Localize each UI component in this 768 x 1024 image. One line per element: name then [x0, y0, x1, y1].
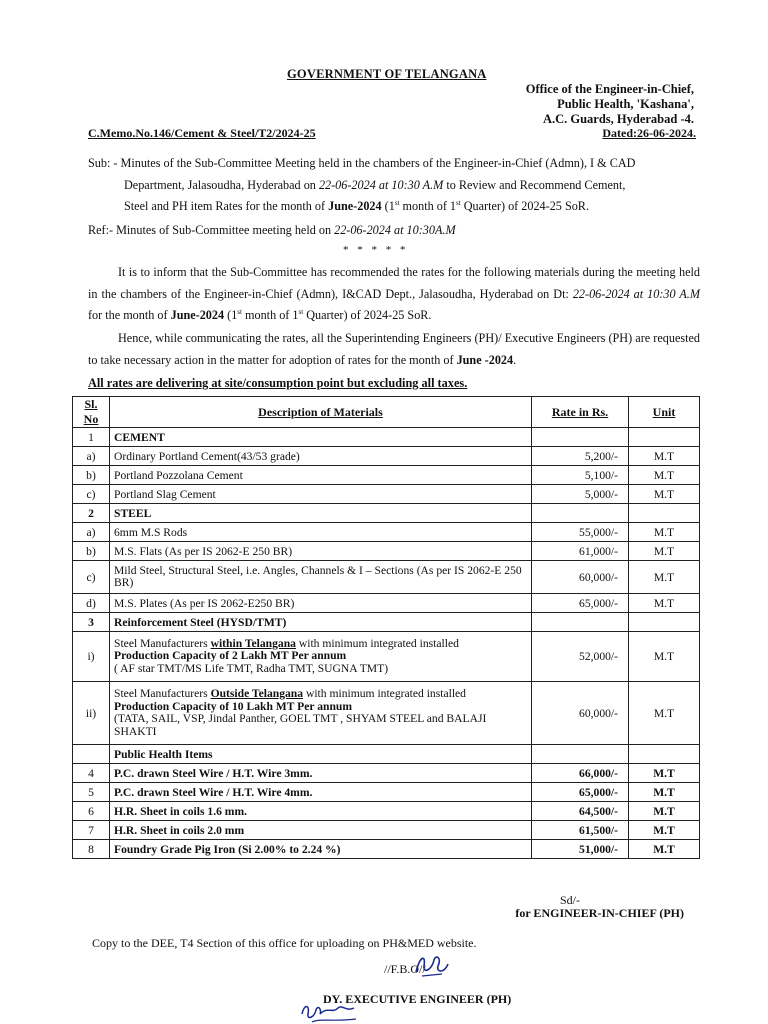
- desc-capacity: Production Capacity of 10 Lakh MT Per annum: [114, 699, 353, 713]
- cell-desc: STEEL: [110, 504, 532, 523]
- table-row: [73, 485, 700, 504]
- table-row: [73, 542, 700, 561]
- cell-unit: M.T: [629, 466, 700, 485]
- cell-desc: Ordinary Portland Cement(43/53 grade): [110, 447, 532, 466]
- table-row: [73, 821, 700, 840]
- office-address: [526, 82, 694, 127]
- subject-text-5: (1: [381, 199, 395, 213]
- cell-sl: 2: [73, 504, 110, 523]
- subject-text-6: month of 1: [399, 199, 457, 213]
- cell-desc: Public Health Items: [110, 745, 532, 764]
- desc-capacity: Production Capacity of 2 Lakh MT Per annum: [114, 649, 347, 663]
- office-line-3: A.C. Guards, Hyderabad -4.: [542, 112, 694, 126]
- paragraph-inform: [88, 262, 700, 327]
- cell-unit: M.T: [629, 783, 700, 802]
- table-row: [73, 632, 700, 682]
- cell-desc: CEMENT: [110, 428, 532, 447]
- cell-desc: Portland Slag Cement: [110, 485, 532, 504]
- cell-sl: b): [73, 542, 110, 561]
- cell-desc: 6mm M.S Rods: [110, 523, 532, 542]
- cell-unit: M.T: [629, 840, 700, 859]
- cell-desc: H.R. Sheet in coils 2.0 mm: [110, 821, 532, 840]
- para1-month: June-2024: [170, 308, 225, 322]
- cell-sl: a): [73, 447, 110, 466]
- cell-rate: 51,000/-: [532, 840, 629, 859]
- cell-unit: [629, 745, 700, 764]
- cell-sl: ii): [73, 682, 110, 745]
- cell-unit: M.T: [629, 594, 700, 613]
- subject-label: Sub: -: [88, 156, 121, 170]
- cell-desc: P.C. drawn Steel Wire / H.T. Wire 3mm.: [110, 764, 532, 783]
- cell-desc: P.C. drawn Steel Wire / H.T. Wire 4mm.: [110, 783, 532, 802]
- cell-sl: 8: [73, 840, 110, 859]
- para2-text-1: Hence, while communicating the rates, all the Superintending Engineers (PH)/ Executive Engineers (PH): [118, 331, 633, 345]
- office-line-1: Office of the Engineer-in-Chief,: [525, 82, 694, 96]
- cell-unit: M.T: [629, 764, 700, 783]
- cell-sl: d): [73, 594, 110, 613]
- subject-month: June-2024: [328, 199, 382, 213]
- header-unit: [629, 397, 700, 428]
- table-row: [73, 783, 700, 802]
- para1-text-3: Dt:: [553, 286, 573, 301]
- cell-unit: M.T: [629, 561, 700, 594]
- cell-unit: [629, 613, 700, 632]
- para1-text-2: meeting held in the chambers of the Engineer-in-Chief (Admn), I&CAD Dept., Jalasoudha, Hyderabad on: [88, 265, 700, 301]
- cell-sl: 5: [73, 783, 110, 802]
- subject-text-1: Minutes of the Sub-Committee Meeting held in the chambers of the Engineer-in-Chief (Admn), I & CAD: [120, 156, 636, 170]
- para1-datetime: 22-06-2024 at 10:30 A.M: [572, 286, 700, 301]
- cell-desc: [110, 682, 532, 745]
- para1-sup-1: st: [237, 307, 242, 316]
- cell-unit: M.T: [629, 542, 700, 561]
- cell-rate: 52,000/-: [532, 632, 629, 682]
- table-row: [73, 428, 700, 447]
- cell-unit: M.T: [629, 802, 700, 821]
- para1-text-7: Quarter) of 2024-25 SoR.: [303, 308, 432, 322]
- cell-sl: c): [73, 485, 110, 504]
- cell-desc: Mild Steel, Structural Steel, i.e. Angles, Channels & I – Sections (As per IS 2062-E 250 BR): [110, 561, 532, 594]
- desc-part: with minimum integrated installed: [303, 687, 466, 700]
- cell-rate: 60,000/-: [532, 561, 629, 594]
- cell-sl: 1: [73, 428, 110, 447]
- para1-text-1: It is to inform that the Sub-Committee has recommended the rates for the following materials during the: [118, 265, 633, 279]
- cell-rate: 66,000/-: [532, 764, 629, 783]
- cell-desc: [110, 632, 532, 682]
- cell-unit: M.T: [629, 682, 700, 745]
- reference-datetime: 22-06-2024 at 10:30A.M: [334, 223, 456, 237]
- para2-text-2: are requested to take necessary action in the matter for adoption of rates for the month of: [88, 331, 701, 367]
- cell-rate: 55,000/-: [532, 523, 629, 542]
- table-row: [73, 447, 700, 466]
- desc-brands: (TATA, SAIL, VSP, Jindal Panther, GOEL TMT , SHYAM STEEL and BALAJI SHAKTI: [114, 712, 487, 738]
- subject-text-2: Department, Jalasoudha, Hyderabad on: [124, 177, 319, 192]
- reference-text: Ref:- Minutes of Sub-Committee meeting held on: [88, 223, 335, 237]
- table-row: [73, 764, 700, 783]
- para1-text-6: month of 1: [241, 308, 299, 322]
- cell-rate: 65,000/-: [532, 594, 629, 613]
- desc-part: Steel Manufacturers: [114, 687, 211, 700]
- fbo-mark: //F.B.O//: [384, 962, 426, 976]
- cell-sl: c): [73, 561, 110, 594]
- desc-location: Outside Telangana: [210, 687, 304, 700]
- header-description: [110, 397, 532, 428]
- government-title: GOVERNMENT OF TELANGANA: [287, 67, 487, 81]
- subject-text-4: Steel and PH item Rates for the month of: [124, 199, 329, 213]
- desc-part: with minimum integrated installed: [295, 636, 459, 650]
- paragraph-hence: [88, 328, 700, 371]
- cell-unit: M.T: [629, 485, 700, 504]
- header-description-text: Description of Materials: [258, 404, 383, 419]
- cell-rate: 5,200/-: [532, 447, 629, 466]
- cell-sl: 4: [73, 764, 110, 783]
- desc-part: Steel Manufacturers: [114, 636, 211, 650]
- table-row: [73, 745, 700, 764]
- cell-sl: [73, 745, 110, 764]
- subject-text-3: to Review and Recommend Cement,: [443, 177, 626, 192]
- para2-month: June -2024: [456, 352, 514, 367]
- cell-rate: [532, 428, 629, 447]
- handwritten-signature: [298, 1000, 362, 1024]
- cell-desc: Reinforcement Steel (HYSD/TMT): [110, 613, 532, 632]
- subject-sup-1: st: [394, 198, 400, 207]
- header-rate: [532, 397, 629, 428]
- table-row: [73, 840, 700, 859]
- table-header-row: [73, 397, 700, 428]
- table-row: [73, 613, 700, 632]
- cell-desc: Foundry Grade Pig Iron (Si 2.00% to 2.24 %): [110, 840, 532, 859]
- cell-rate: 60,000/-: [532, 682, 629, 745]
- copy-to: Copy to the DEE, T4 Section of this office for uploading on PH&MED website.: [92, 936, 477, 950]
- header-rate-text: Rate in Rs.: [551, 404, 609, 419]
- cell-rate: 64,500/-: [532, 802, 629, 821]
- cell-unit: M.T: [629, 447, 700, 466]
- cell-desc: M.S. Flats (As per IS 2062-E 250 BR): [110, 542, 532, 561]
- cell-unit: [629, 428, 700, 447]
- office-line-2: Public Health, 'Kashana',: [557, 97, 694, 111]
- subject-text-7: Quarter) of 2024-25 SoR.: [460, 199, 589, 213]
- subject-line-2: [88, 175, 700, 197]
- cell-sl: a): [73, 523, 110, 542]
- cell-desc: M.S. Plates (As per IS 2062-E250 BR): [110, 594, 532, 613]
- desc-brands: ( AF star TMT/MS Life TMT, Radha TMT, SUGNA TMT): [114, 661, 389, 675]
- cell-unit: M.T: [629, 632, 700, 682]
- cell-desc: H.R. Sheet in coils 1.6 mm.: [110, 802, 532, 821]
- memo-date: Dated:26-06-2024.: [602, 126, 696, 140]
- designation: DY. EXECUTIVE ENGINEER (PH): [323, 992, 512, 1006]
- cell-rate: 61,000/-: [532, 542, 629, 561]
- para2-text-3: .: [513, 352, 517, 367]
- para1-text-5: (1: [224, 308, 238, 322]
- desc-location: within Telangana: [210, 636, 296, 650]
- separator-stars: * * * * *: [343, 244, 409, 256]
- reference: [88, 220, 700, 242]
- table-row: [73, 802, 700, 821]
- cell-rate: 5,100/-: [532, 466, 629, 485]
- rates-table: [72, 396, 700, 859]
- header-unit-text: Unit: [652, 404, 676, 419]
- cell-desc: Portland Pozzolana Cement: [110, 466, 532, 485]
- cell-rate: 61,500/-: [532, 821, 629, 840]
- table-row: [73, 466, 700, 485]
- table-row: [73, 594, 700, 613]
- all-rates-note: All rates are delivering at site/consumption point but excluding all taxes.: [88, 376, 468, 390]
- header-sl-no: [73, 397, 110, 428]
- cell-sl: 6: [73, 802, 110, 821]
- cell-unit: [629, 504, 700, 523]
- cell-rate: [532, 745, 629, 764]
- header-no: No: [83, 412, 99, 426]
- table-row: [73, 682, 700, 745]
- para1-sup-2: st: [298, 307, 304, 316]
- subject-sup-2: st: [456, 198, 461, 207]
- cell-sl: b): [73, 466, 110, 485]
- for-engineer-in-chief: for ENGINEER-IN-CHIEF (PH): [515, 906, 684, 920]
- subject-line-3: [88, 196, 700, 218]
- cell-sl: 7: [73, 821, 110, 840]
- memo-number: C.Memo.No.146/Cement & Steel/T2/2024-25: [88, 126, 316, 140]
- table-row: [73, 561, 700, 594]
- para1-text-4: for the month of: [88, 308, 171, 322]
- table-row: [73, 504, 700, 523]
- cell-rate: 5,000/-: [532, 485, 629, 504]
- cell-rate: [532, 613, 629, 632]
- initials-signature: [412, 950, 452, 980]
- cell-sl: 3: [73, 613, 110, 632]
- cell-sl: i): [73, 632, 110, 682]
- cell-unit: M.T: [629, 523, 700, 542]
- cell-rate: [532, 504, 629, 523]
- signed-mark: Sd/-: [560, 893, 581, 907]
- cell-rate: 65,000/-: [532, 783, 629, 802]
- header-sl: Sl.: [84, 397, 98, 411]
- cell-unit: M.T: [629, 821, 700, 840]
- subject: [88, 153, 700, 218]
- table-row: [73, 523, 700, 542]
- subject-datetime: 22-06-2024 at 10:30 A.M: [318, 177, 444, 192]
